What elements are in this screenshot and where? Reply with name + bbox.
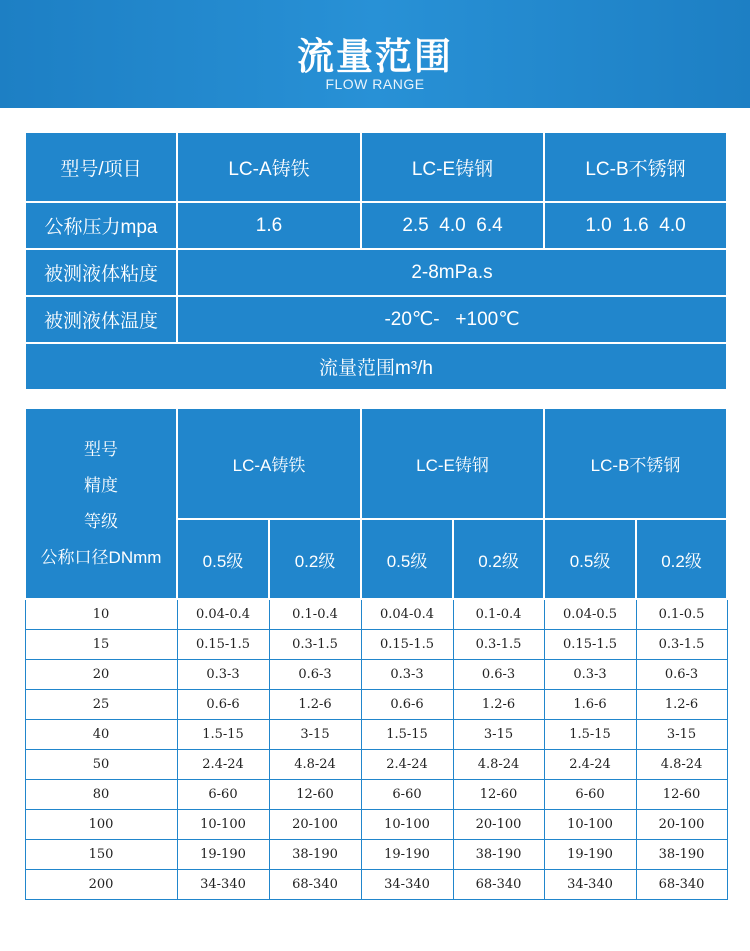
flow-range-cell: 0.3-1.5 [453, 630, 544, 660]
corner-line-accuracy: 精度 [84, 475, 118, 495]
flow-range-cell: 0.3-3 [544, 660, 636, 690]
flow-model-e: LC-E铸钢 [361, 408, 544, 519]
flow-range-cell: 6-60 [361, 780, 453, 810]
flow-range-cell: 0.04-0.5 [544, 599, 636, 630]
pressure-value-b: 1.0 1.6 4.0 [544, 202, 727, 249]
flow-range-cell: 12-60 [453, 780, 544, 810]
flow-range-cell: 0.6-6 [177, 690, 269, 720]
flow-range-cell: 2.4-24 [177, 750, 269, 780]
flow-range-cell: 38-190 [636, 840, 727, 870]
corner-line-model: 型号 [84, 439, 118, 459]
flow-range-cell: 0.04-0.4 [361, 599, 453, 630]
flow-model-b: LC-B不锈钢 [544, 408, 727, 519]
flow-range-cell: 4.8-24 [269, 750, 361, 780]
flow-range-cell: 4.8-24 [636, 750, 727, 780]
flow-range-cell: 38-190 [453, 840, 544, 870]
flow-range-cell: 10-100 [361, 810, 453, 840]
flow-range-cell: 1.2-6 [453, 690, 544, 720]
flow-range-cell: 3-15 [636, 720, 727, 750]
flow-range-cell: 2.4-24 [361, 750, 453, 780]
viscosity-value: 2-8mPa.s [177, 249, 727, 296]
flow-range-cell: 0.3-3 [361, 660, 453, 690]
spec-model-a: LC-A铸铁 [177, 132, 361, 202]
flow-range-cell: 0.1-0.4 [269, 599, 361, 630]
flow-range-cell: 68-340 [636, 870, 727, 900]
spec-table [24, 131, 728, 391]
flow-range-cell: 6-60 [544, 780, 636, 810]
spec-pressure-row [25, 202, 727, 249]
flow-range-cell: 10-100 [544, 810, 636, 840]
diameter-cell: 25 [25, 690, 177, 720]
header-banner [0, 0, 750, 108]
spec-viscosity-row [25, 249, 727, 296]
diameter-cell: 80 [25, 780, 177, 810]
flow-range-cell: 1.2-6 [269, 690, 361, 720]
pressure-label: 公称压力mpa [25, 202, 177, 249]
table-row [25, 720, 727, 750]
flow-range-cell: 2.4-24 [544, 750, 636, 780]
flow-range-cell: 0.3-1.5 [269, 630, 361, 660]
flow-range-cell: 0.15-1.5 [544, 630, 636, 660]
table-row [25, 840, 727, 870]
viscosity-label: 被测液体粘度 [25, 249, 177, 296]
diameter-cell: 50 [25, 750, 177, 780]
flow-range-cell: 1.5-15 [177, 720, 269, 750]
grade-cell: 0.5级 [544, 519, 636, 599]
spec-temperature-row [25, 296, 727, 343]
flow-range-cell: 20-100 [269, 810, 361, 840]
flow-range-cell: 0.1-0.4 [453, 599, 544, 630]
flow-table-body [25, 599, 727, 900]
spec-model-b: LC-B不锈钢 [544, 132, 727, 202]
spec-header-label: 型号/项目 [25, 132, 177, 202]
diameter-cell: 10 [25, 599, 177, 630]
flow-range-cell: 6-60 [177, 780, 269, 810]
flow-range-cell: 68-340 [453, 870, 544, 900]
flow-range-cell: 0.6-6 [361, 690, 453, 720]
flow-range-cell: 34-340 [544, 870, 636, 900]
flow-table [24, 407, 728, 900]
flow-caption: 流量范围m³/h [25, 343, 727, 390]
grade-cell: 0.5级 [361, 519, 453, 599]
grade-cell: 0.2级 [453, 519, 544, 599]
table-row [25, 870, 727, 900]
table-row [25, 810, 727, 840]
diameter-cell: 40 [25, 720, 177, 750]
flow-range-cell: 1.5-15 [361, 720, 453, 750]
table-row [25, 750, 727, 780]
flow-range-cell: 20-100 [453, 810, 544, 840]
table-row [25, 599, 727, 630]
flow-range-cell: 19-190 [177, 840, 269, 870]
flow-range-cell: 10-100 [177, 810, 269, 840]
flow-corner-header [25, 408, 177, 599]
flow-range-cell: 34-340 [177, 870, 269, 900]
flow-range-cell: 0.3-3 [177, 660, 269, 690]
diameter-cell: 150 [25, 840, 177, 870]
temperature-label: 被测液体温度 [25, 296, 177, 343]
flow-range-cell: 3-15 [453, 720, 544, 750]
grade-cell: 0.2级 [269, 519, 361, 599]
flow-range-cell: 68-340 [269, 870, 361, 900]
flow-range-cell: 38-190 [269, 840, 361, 870]
flow-model-row [25, 408, 727, 519]
flow-model-a: LC-A铸铁 [177, 408, 361, 519]
flow-range-cell: 0.6-3 [269, 660, 361, 690]
table-row [25, 630, 727, 660]
grade-cell: 0.5级 [177, 519, 269, 599]
spec-header-row [25, 132, 727, 202]
flow-range-cell: 20-100 [636, 810, 727, 840]
flow-range-cell: 4.8-24 [453, 750, 544, 780]
corner-line-diameter: 公称口径DNmm [40, 547, 162, 567]
flow-range-cell: 0.6-3 [453, 660, 544, 690]
page-title: 流量范围 [297, 36, 453, 77]
flow-range-cell: 0.15-1.5 [177, 630, 269, 660]
diameter-cell: 15 [25, 630, 177, 660]
pressure-value-e: 2.5 4.0 6.4 [361, 202, 544, 249]
diameter-cell: 100 [25, 810, 177, 840]
corner-line-grade: 等级 [84, 511, 118, 531]
flow-range-cell: 0.6-3 [636, 660, 727, 690]
flow-range-cell: 19-190 [361, 840, 453, 870]
temperature-value: -20℃- +100℃ [177, 296, 727, 343]
flow-range-cell: 12-60 [636, 780, 727, 810]
flow-range-cell: 1.5-15 [544, 720, 636, 750]
diameter-cell: 200 [25, 870, 177, 900]
flow-range-cell: 34-340 [361, 870, 453, 900]
page-subtitle: FLOW RANGE [325, 76, 425, 92]
spec-model-e: LC-E铸钢 [361, 132, 544, 202]
flow-range-cell: 0.3-1.5 [636, 630, 727, 660]
flow-caption-row [25, 343, 727, 390]
flow-range-cell: 19-190 [544, 840, 636, 870]
flow-range-cell: 0.15-1.5 [361, 630, 453, 660]
flow-range-cell: 3-15 [269, 720, 361, 750]
flow-range-cell: 12-60 [269, 780, 361, 810]
diameter-cell: 20 [25, 660, 177, 690]
table-row [25, 660, 727, 690]
grade-cell: 0.2级 [636, 519, 727, 599]
table-row [25, 690, 727, 720]
flow-range-cell: 0.1-0.5 [636, 599, 727, 630]
flow-range-cell: 1.2-6 [636, 690, 727, 720]
flow-range-cell: 0.04-0.4 [177, 599, 269, 630]
pressure-value-a: 1.6 [177, 202, 361, 249]
flow-range-cell: 1.6-6 [544, 690, 636, 720]
table-row [25, 780, 727, 810]
